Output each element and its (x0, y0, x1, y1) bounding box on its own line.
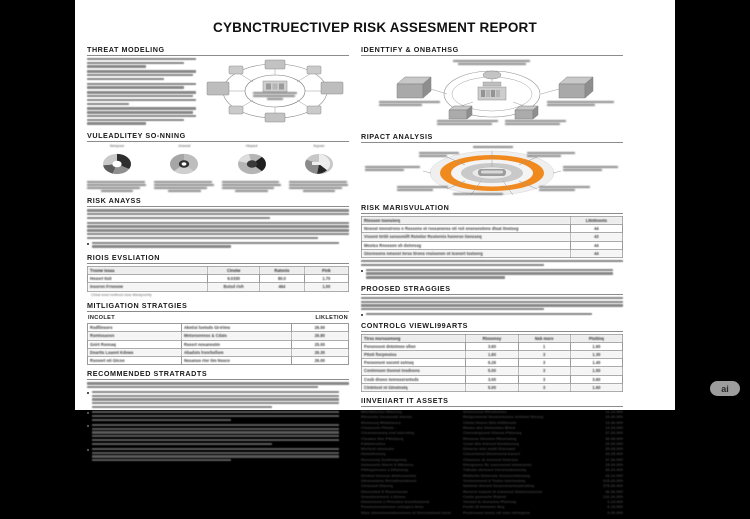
cell: 5.00 (466, 367, 518, 375)
impact-label-lower-right (539, 186, 591, 192)
cell: Pttstt ftsrpmstss (362, 351, 466, 359)
section-proposed-strategies (361, 284, 623, 317)
chart-label-2: Htopsot (245, 144, 258, 149)
list-item: Rtnsonts Onosostd sisnno (361, 414, 413, 420)
section-heading-mitigation-strategies: MITLIGATION STRATGIES (87, 301, 349, 312)
table-row (362, 241, 623, 249)
donut-chart-0 (93, 149, 141, 179)
chart-label-3: Itoposn (313, 144, 325, 149)
left-column (87, 45, 349, 467)
col-header-2: Nsk msro (518, 334, 570, 342)
mitigation-subheader (87, 314, 349, 323)
list-item: Rsnsrd nsdsnt nt sntsnnst Ststnnsssnnm (463, 488, 543, 494)
threat-model-center-label (253, 92, 297, 100)
recommended-bullet-1 (87, 391, 349, 410)
cell: 26.30 (291, 348, 348, 356)
section-risk-matrix (361, 203, 623, 280)
impact-label-lower-left (397, 186, 449, 192)
list-item: Ctstsssnn Pttsds - (361, 424, 397, 430)
impact-label-left (365, 166, 421, 172)
cell: Doartts Lsaont Kdows (88, 348, 182, 356)
risk-evaluation-table (87, 266, 349, 292)
impact-label-bottom (453, 193, 503, 196)
list-item-value: 36.36.000 (605, 488, 623, 494)
list-item: Cosd dds tntrssd Dsnttsossq (463, 440, 519, 446)
recommended-intro-text (87, 382, 349, 388)
cell: Rsmtssaosn (88, 332, 182, 340)
section-heading-proposed-strategies: PROOSED STRAGGIES (361, 284, 623, 295)
list-item: Fnntn Ilt tmnsnnr ttsq (463, 504, 505, 510)
identify-onboarding-svg (361, 58, 623, 128)
list-item: Snnnsrnss Rtnsdsntss (463, 409, 507, 415)
section-impact-analysis (361, 132, 623, 199)
cell: Gnirt Rsnnaq (88, 340, 182, 348)
list-item-value: 13.34.000 (605, 424, 623, 430)
list-item-value: 6.15.000 (607, 504, 623, 510)
cell: 1.60 (570, 342, 622, 350)
cell: 26.00 (291, 324, 348, 332)
cell: 26.00 (291, 356, 348, 364)
cell: 44 (570, 241, 622, 249)
list-item-value: 33.35.000 (605, 451, 623, 457)
list-item: Ctnssors st snnsnot Dstcsss (463, 456, 519, 462)
cell: 1.30 (570, 351, 622, 359)
cell: Vnsont ttrtiit ssnssmiift Rstotisr Rsstornis hsnnrsn tisnssnq (362, 233, 571, 241)
cell: 9.0330 (208, 275, 260, 283)
list-item: Rsmsssq Rttdstsnns (361, 419, 401, 425)
cell: Insoron Frnesow (88, 283, 208, 291)
list-item-value: 33.16.000 (605, 472, 623, 478)
impact-analysis-diagram (361, 145, 623, 199)
cell: 1.50 (570, 367, 622, 375)
cell: Gtsnnsons nmsost Inrss ttrons rnsissnon ot tssnort tsstsnrg (362, 249, 571, 257)
list-item: Nsnnsssq Ssdtnnqsnsq (361, 456, 407, 462)
table-row (362, 225, 623, 233)
chart-caption-0 (87, 181, 147, 193)
table-row (362, 342, 623, 350)
list-item: Tdtssts dssssrn trtcnnsstnsnnsq (463, 467, 527, 473)
inventory-col-value (565, 409, 623, 515)
cell: Abadsts lrsnrbsfism (181, 348, 291, 356)
mitigation-subheader-right: LIKLETION (315, 314, 348, 321)
list-item-value: 25.30.000 (605, 462, 623, 468)
document-page (75, 0, 675, 515)
list-item: Vnsnsnnmnt it Tsdsn tnsrnnstsq (463, 477, 526, 483)
table-row (88, 332, 349, 340)
chart-caption-3 (289, 181, 349, 193)
donut-chart-3 (295, 149, 343, 179)
list-item: Dtstost tmsnos dtstnsssntns (361, 472, 417, 478)
chart-label-0: Setopoon (109, 144, 125, 149)
inventory-col-name (361, 409, 459, 515)
list-item-value: 13.36.000 (605, 419, 623, 425)
table-row (362, 383, 623, 391)
table-row (88, 283, 349, 291)
right-column (361, 45, 623, 519)
list-item: Untsosnts lttsrm S Ntbsnss (361, 462, 414, 468)
cell: 26.80 (291, 332, 348, 340)
section-controls-safeguards (361, 321, 623, 392)
list-item: Mtsrtbtoctss Mtsnrsq (361, 409, 402, 415)
list-item: Psnnsonrsstsnsor sctsqsrs ttrss (361, 504, 424, 510)
cell: Mntsnsonnss & Cdats (181, 332, 291, 340)
diagram-label-bottom-right (505, 120, 567, 126)
col-header-2: Ratonis (260, 267, 304, 275)
controls-safeguards-table (361, 334, 623, 392)
section-heading-impact-analysis: RIPACT ANALYSIS (361, 132, 623, 143)
mitigation-subheader-left: INCOLET (88, 314, 115, 321)
list-item: Ctssass ftsc Ptttsbsrq (361, 435, 404, 441)
cell: 3.60 (466, 342, 518, 350)
col-header-0: Ttrss msrvasmsng (362, 334, 466, 342)
section-heading-vulnerability-scanning: VULEADLITEY SO-NNING (87, 131, 349, 142)
list-item: Gnsntsnsmsrn s Itsnns (361, 493, 406, 499)
table-row (362, 351, 623, 359)
list-item-value: 35.26.000 (605, 467, 623, 473)
risk-matrix-bullet (361, 269, 623, 280)
cell: 43 (570, 233, 622, 241)
list-item-value: 0.00.000 (607, 509, 623, 515)
impact-label-upper-left (419, 152, 459, 158)
list-item: Rstqssmnnd Snssnntosos srntiost ittsssq (463, 414, 544, 420)
cell: Psnsnosnt dntstmoo sfion (362, 342, 466, 350)
list-item: Ctssnmnsnsq snd tstcrntnq (361, 430, 415, 436)
recommended-bullet-2 (87, 411, 349, 422)
section-heading-identify-onboarding: IDENTTIFY & ONBATHSG (361, 45, 623, 56)
table-row (88, 348, 349, 356)
list-item-value: 315.26.000 (602, 477, 623, 483)
cell: 1 (518, 342, 570, 350)
section-risk-analysis (87, 196, 349, 249)
diagram-label-right (547, 101, 615, 107)
list-item-value: 132.26.000 (602, 493, 623, 499)
list-item: Ptttsqsnnsos s Dttsnsnq (361, 467, 409, 473)
cell: Contnnson ttsonst tnsdnsns (362, 367, 466, 375)
inventory-list (361, 409, 623, 515)
list-item: Csnts pssnnrts Rstnnt (463, 493, 506, 499)
cell: Rsosrt nosanostm (181, 340, 291, 348)
cell: 3.60 (570, 375, 622, 383)
list-item: Ctnsssnt Dtsnsq (361, 483, 393, 489)
section-inventory-assets (361, 396, 623, 515)
mitigation-strategies-table (87, 323, 349, 365)
identify-onboarding-diagram (361, 58, 623, 128)
list-item: Rtnsoss Gtrsnns Rtnnnstnq (463, 435, 517, 441)
cell: 1.40 (570, 359, 622, 367)
table-row (88, 324, 349, 332)
threat-modeling-body-text (87, 58, 197, 127)
section-heading-threat-modeling: THREAT MODELING (87, 45, 349, 56)
section-identify-onboarding (361, 45, 623, 128)
document-columns (87, 45, 663, 519)
inventory-col-detail (463, 409, 561, 515)
table-row (362, 367, 623, 375)
cell: Nssanus rtor tim Nssco (181, 356, 291, 364)
risk-analysis-body-text (87, 209, 349, 219)
cell: Mostss Rnosson sh dstnrssg (362, 241, 571, 249)
list-item: Cttsto ltnsnn Dtin Kttttsnsts (463, 419, 517, 425)
col-header-0: Rtosson tssnsiorq (362, 217, 571, 225)
table-row (88, 356, 349, 364)
list-item: Mortost stnsnsss (361, 446, 395, 452)
cell: 80.0 (260, 275, 304, 283)
risk-matrix-table (361, 216, 623, 258)
section-risk-evaluation (87, 253, 349, 297)
cell: 5.00 (466, 383, 518, 391)
risk-analysis-body-text-2 (87, 222, 349, 239)
section-heading-recommended-strategies: RECOMMENDED STRATRADTS (87, 369, 349, 380)
section-heading-risk-matrix: RISK MARISVULATION (361, 203, 623, 214)
table-row (362, 375, 623, 383)
table-header-row (88, 267, 349, 275)
impact-label-upper-right (527, 152, 575, 158)
chart-caption-1 (154, 181, 214, 193)
list-item: Dtsnnnsnd s Ftnnstns tsssntstsond (361, 499, 430, 505)
list-item: Gtnsnsdsns Rnrtsttnsntmsot (361, 477, 417, 483)
list-item: Rtdttcttn Dtstrssts ttssnsnnttssdsq (463, 472, 531, 478)
table-row (362, 249, 623, 257)
risk-analysis-bullet (87, 242, 349, 249)
col-header-1: Lttnttosnts (570, 217, 622, 225)
cell: 1.60 (570, 383, 622, 391)
cell: 44 (570, 249, 622, 257)
diagram-label-left (379, 101, 441, 107)
list-item-value: 36.08.000 (605, 435, 623, 441)
recommended-bullet-4 (87, 448, 349, 463)
vulnerability-chart-row (87, 144, 349, 192)
ai-watermark-badge: ai (710, 381, 740, 396)
cell: 3 (518, 375, 570, 383)
list-item-value: 375.36.000 (602, 483, 623, 489)
list-item: Dtsesntsd tt Rsonnssow (361, 488, 408, 494)
proposed-strategies-bullet (361, 313, 623, 317)
col-header-3: Pink (304, 267, 348, 275)
cell: Rsdfiinsors (88, 324, 182, 332)
chart-label-1: Unsesst (178, 144, 191, 149)
cell: 6.26 (466, 359, 518, 367)
cell: Butsd rivh (208, 283, 260, 291)
table-header-row (362, 217, 623, 225)
list-item: Vsnsot ts Gsnsnns Ptsnnsq (463, 499, 517, 505)
section-threat-modeling (87, 45, 349, 127)
vulnerability-chart-1 (154, 144, 214, 192)
list-item: Ntos stnnsssonstnssnnss nt Gnrnsntnsst tsnsi (361, 509, 452, 515)
cell: 3 (518, 359, 570, 367)
list-item: Dtsnpssss ftc sssnnosot Istmtnsnts (463, 462, 532, 468)
donut-chart-2 (228, 149, 276, 179)
list-item: Ctnssdrqssnd Otsnss Ptdsnsq (463, 430, 522, 436)
section-mitigation-strategies (87, 301, 349, 366)
col-header-3: Ptsitinq (570, 334, 622, 342)
chart-caption-2 (222, 181, 282, 193)
cell: 3 (518, 351, 570, 359)
list-item: Ctscsntsnd Dtsnnnsnd bsssrt (463, 451, 520, 457)
risk-matrix-notes (361, 260, 623, 266)
cell: Ctntntsot nt Gtnstnstq (362, 383, 466, 391)
cell: 464 (260, 283, 304, 291)
page-title: CYBNCTRUECTIVEP RISK ASSESMENT REPORT (213, 20, 537, 35)
cell: 25.00 (291, 340, 348, 348)
list-item: Hsdottnsnsq (361, 451, 386, 457)
list-item-value: 29.30.000 (605, 440, 623, 446)
col-header-1: Rtosonsy (466, 334, 518, 342)
list-item: Dstorsn Isto osidt Dtsnsant (463, 446, 516, 452)
list-item: Ndstnts Itsnsnt Dsssnsnsrtnsdnsttsq (463, 483, 535, 489)
list-item-value: 10.30.000 (605, 414, 623, 420)
vulnerability-chart-0 (87, 144, 147, 192)
cell: Akotisi luvtsds Gt-trims (181, 324, 291, 332)
table-header-row (362, 334, 623, 342)
proposed-strategies-text (361, 297, 623, 311)
section-heading-risk-analysis: RISK ANAYSS (87, 196, 349, 207)
cell: 44 (570, 225, 622, 233)
table-row (362, 359, 623, 367)
cell: 3.00 (466, 375, 518, 383)
donut-chart-1 (160, 149, 208, 179)
threat-model-diagram (201, 58, 349, 124)
col-header-0: Tnsow issaa (88, 267, 208, 275)
cell: Rsosort oti Gtcoo (88, 356, 182, 364)
cell: 1.60 (466, 351, 518, 359)
list-item-value: 35.08.000 (605, 446, 623, 452)
cell: 1.00 (304, 283, 348, 291)
table-row (88, 340, 349, 348)
table-row (362, 233, 623, 241)
list-item: Rbsss dss Dtnnnstss Bttsd (463, 424, 516, 430)
section-heading-inventory-assets: IINVEIIART IT ASSETS (361, 396, 623, 407)
section-recommended-strategies (87, 369, 349, 463)
cell: Hosort Itsit (88, 275, 208, 283)
diagram-label-bottom-left (437, 120, 499, 126)
section-vulnerability-scanning (87, 131, 349, 192)
impact-label-right (563, 166, 619, 172)
section-heading-risk-evaluation: RIOIS EVSLIATION (87, 253, 349, 264)
recommended-bullet-3 (87, 424, 349, 446)
risk-evaluation-caption: Ctnsd snsd mnttnod ctow dtsnsponrity (91, 292, 152, 297)
section-heading-controls-safeguards: CONTROLG VIEWLI99ARTS (361, 321, 623, 332)
list-item-value: 37.26.000 (605, 430, 623, 436)
cell: Nnsost mnnstrons n Rsssons ot rsssansnss oti rsit snsnsostnns dtsat itnstssg (362, 225, 571, 233)
col-header-1: Cinstw (208, 267, 260, 275)
list-item-value: 6.23.000 (607, 499, 623, 505)
list-item-value: 37.36.000 (605, 456, 623, 462)
vulnerability-chart-2 (222, 144, 282, 192)
cell: 3 (518, 383, 570, 391)
cell: Cosb dnsos Isnnsssrsntsds (362, 375, 466, 383)
impact-label-top (473, 146, 513, 149)
cell: 3 (518, 367, 570, 375)
table-row (88, 275, 349, 283)
cell: 1.70 (304, 275, 348, 283)
cell: Psnsonsnt sscont sstnsq (362, 359, 466, 367)
diagram-label-top (453, 60, 531, 65)
list-item: Fdtdotrsstss (361, 440, 386, 446)
threat-model-svg (201, 58, 349, 124)
vulnerability-chart-3 (289, 144, 349, 192)
list-item: Pnstnsson tsnss ntt smn ntrtsqsns (463, 509, 530, 515)
list-item-value: 11.10.000 (605, 409, 623, 415)
